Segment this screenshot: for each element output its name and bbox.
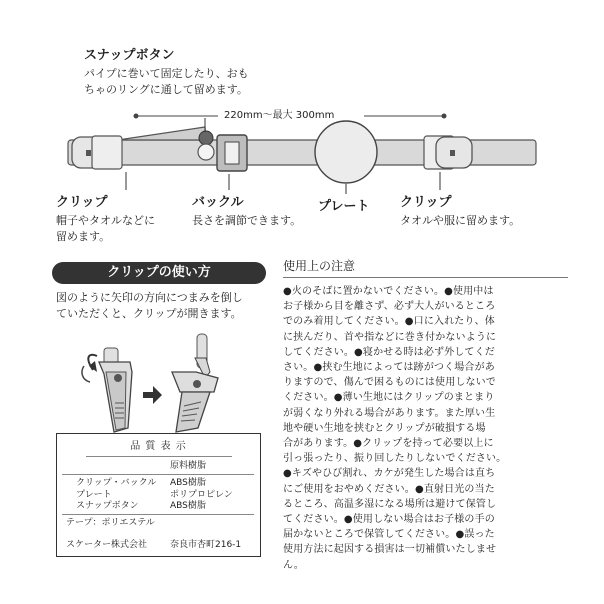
caution-line: 地や硬い生地を挟むとクリップが破損する場 xyxy=(283,422,486,434)
caution-line: 引っ張ったり、振り回したりしないでください。 xyxy=(283,453,507,465)
caution-line: ●キズやひび割れ、カケが発生した場合は直ち xyxy=(283,468,496,480)
clip-usage-illustration xyxy=(82,334,218,432)
caution-line: にご使用をおやめください。●直射日光の当た xyxy=(283,483,495,495)
snap-button-title: スナップボタン xyxy=(84,48,175,63)
caution-line: るところ、高温多湿になる場所は避けて保管し xyxy=(283,498,497,510)
quality-company: スケーター株式会社 xyxy=(66,540,148,550)
quality-part-1: クリップ・バックル xyxy=(76,478,157,488)
caution-line: ください。●薄い生地にはクリップのまとまり xyxy=(283,392,495,404)
caution-line: 使用方法に起因する損害は一切補償いたしませ xyxy=(283,544,497,556)
caution-title-rule xyxy=(283,277,568,278)
quality-material-3: ABS樹脂 xyxy=(170,501,206,511)
caution-line: お子様から目を離さず、必ず大人がいるところ xyxy=(283,301,496,313)
clip-right-title: クリップ xyxy=(400,195,452,210)
caution-title: 使用上の注意 xyxy=(283,259,356,273)
quality-part-3: スナップボタン xyxy=(76,501,139,511)
clip-left-title: クリップ xyxy=(56,195,108,210)
quality-body-rule xyxy=(62,514,254,515)
clip-left-icon xyxy=(72,136,122,169)
buckle-title: バックル xyxy=(192,195,244,210)
caution-line: ん。 xyxy=(283,559,304,571)
clip-right-icon xyxy=(424,136,472,169)
caution-line: りますので、傷んで困るものには使用しないで xyxy=(283,377,496,389)
clip-right-desc: タオルや服に留めます。 xyxy=(400,214,521,227)
clip-left-desc-line2: 留めます。 xyxy=(56,230,111,243)
caution-line: ●火のそばに置かないでください。●使用中は xyxy=(283,286,494,297)
caution-line: 届かないところで保管してください。●誤った xyxy=(283,529,495,541)
snap-button-desc-line2: ちゃのリングに通して留めます。 xyxy=(84,83,248,96)
caution-line: 合があります。●クリップを持って必要以上に xyxy=(283,438,494,450)
quality-material-1: ABS樹脂 xyxy=(170,478,206,488)
usage-desc-line1: 図のように矢印の方向につまみを倒し xyxy=(56,291,243,304)
snap-button-desc-line1: パイプに巻いて固定したり、おも xyxy=(84,67,249,80)
length-label: 220mm〜最大 300mm xyxy=(224,110,335,121)
quality-title: 品 質 表 示 xyxy=(130,441,187,452)
strap-fold xyxy=(118,127,206,140)
quality-tape: テープ：ポリエステル xyxy=(66,518,155,528)
buckle-desc: 長さを調節できます。 xyxy=(192,214,302,227)
caution-line: してください。●寝かせる時は必ず外してくだ xyxy=(283,346,495,358)
buckle-icon xyxy=(217,135,247,171)
quality-header-rule xyxy=(62,474,254,475)
plate-icon xyxy=(315,121,377,183)
quality-part-2: プレート xyxy=(76,490,112,500)
quality-material-header: 原料樹脂 xyxy=(170,461,207,471)
usage-desc-line2: ていただくと、クリップが開きます。 xyxy=(56,307,242,320)
snap-button-icon xyxy=(198,131,214,160)
caution-body xyxy=(283,284,573,573)
caution-line: さい。●挟む生地によっては跡がつく場合があ xyxy=(283,362,495,374)
clip-left-desc-line1: 帽子やタオルなどに xyxy=(56,214,155,227)
quality-material-2: ポリプロピレン xyxy=(170,490,233,500)
caution-line: でのみ着用してください。●口に入れたり、体 xyxy=(283,316,495,328)
caution-line: が弱くなり外れる場合があります。また厚い生 xyxy=(283,407,496,419)
quality-address: 奈良市杏町216-1 xyxy=(170,540,242,550)
usage-title: クリップの使い方 xyxy=(52,262,266,284)
caution-line: に挟んだり、首や指などに巻き付かないように xyxy=(283,331,497,343)
plate-title: プレート xyxy=(318,199,370,214)
caution-line: てください。●使用しない場合はお子様の手の xyxy=(283,514,495,526)
quality-title-rule xyxy=(86,456,232,457)
